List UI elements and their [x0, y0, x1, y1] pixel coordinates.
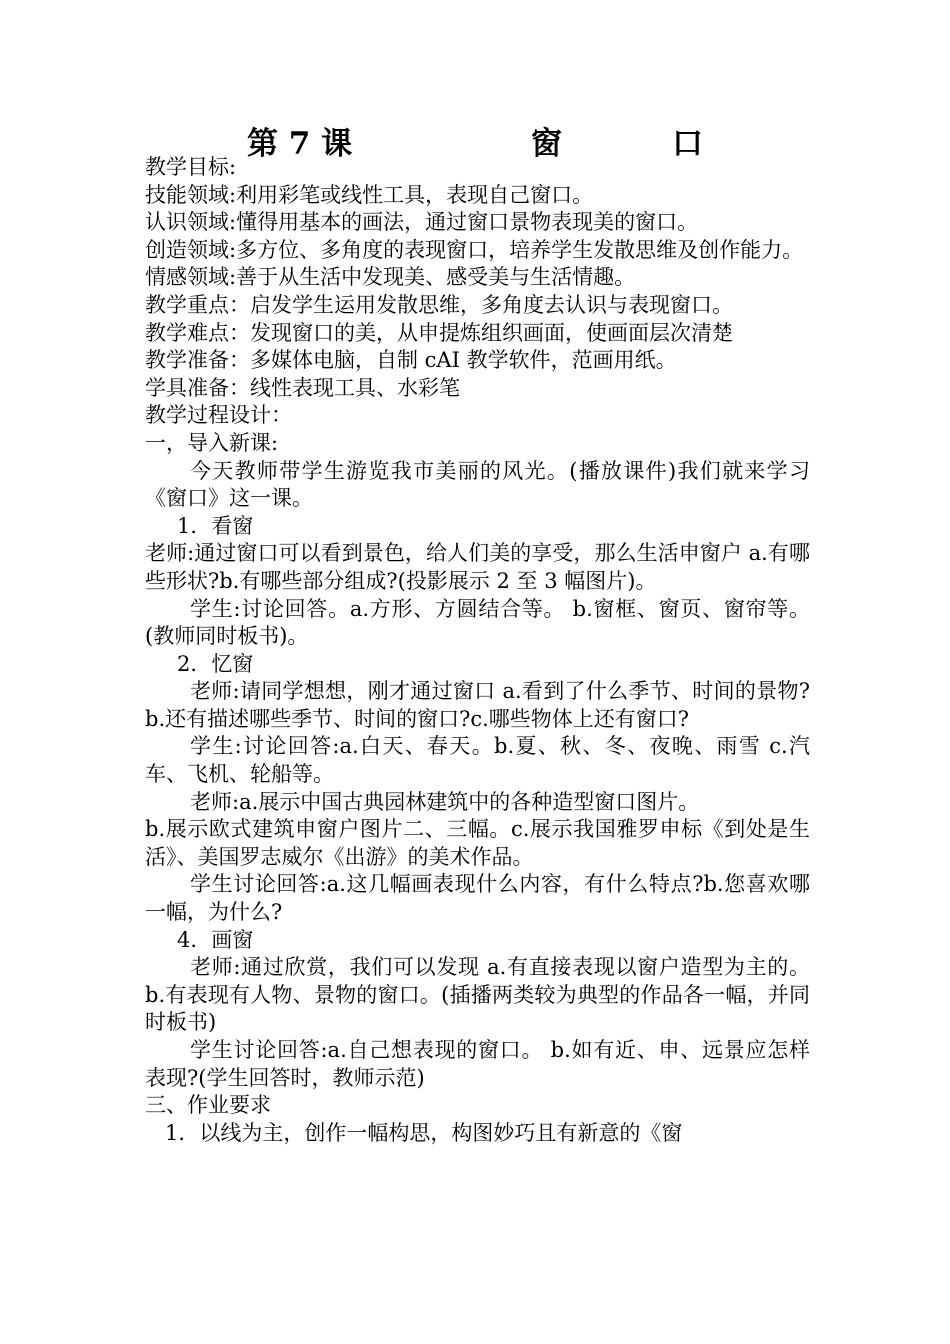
paragraph: 学生:讨论回答:a.白天、春天。b.夏、秋、冬、夜晚、雨雪 c.汽车、飞机、轮船等。 [145, 734, 810, 787]
paragraph: b.展示欧式建筑申窗户图片二、三幅。c.展示我国雅罗申标《到处是生活》、美国罗志威尔《出游》的美术作品。 [145, 817, 810, 869]
paragraph: 学生:讨论回答。a.方形、方圆结合等。 b.窗框、窗页、窗帘等。(教师同时板书)。 [145, 596, 810, 649]
title-char-2: 口 [672, 126, 703, 162]
title-char-1: 窗 [531, 126, 562, 162]
lesson-number: 第 7 课 [247, 126, 353, 162]
section-homework: 三、作业要求 [145, 1093, 271, 1118]
paragraph: 学生讨论回答:a.自己想表现的窗口。 b.如有近、申、远景应怎样表现?(学生回答时，教师示范) [145, 1038, 810, 1090]
subheading-draw-window: 4．画窗 [177, 927, 254, 952]
paragraph: 今天教师带学生游览我市美丽的风光。(播放课件)我们就来学习《窗口》这一课。 [145, 458, 810, 511]
skill-domain: 技能领域:利用彩笔或线性工具，表现自己窗口。 [145, 182, 594, 207]
subheading-recall-window: 2．忆窗 [177, 651, 254, 676]
subheading-look-window: 1．看窗 [177, 513, 254, 538]
creation-domain: 创造领域:多方位、多角度的表现窗口，培养学生发散思维及创作能力。 [145, 237, 804, 262]
heading-teaching-objectives: 教学目标: [145, 155, 237, 179]
cognition-domain: 认识领域:懂得用基本的画法，通过窗口景物表现美的窗口。 [145, 210, 699, 235]
student-tools: 学具准备：线性表现工具、水彩笔 [145, 375, 460, 400]
paragraph: 老师:请同学想想，刚才通过窗口 a.看到了什么季节、时间的景物?b.还有描述哪些季节、时间的窗口?c.哪些物体上还有窗口? [145, 679, 810, 731]
paragraph: 老师:a.展示中国古典园林建筑中的各种造型窗口图片。 [190, 789, 700, 814]
paragraph: 1．以线为主，创作一幅构思，构图妙巧且有新意的《窗 [165, 1120, 683, 1145]
section-introduction: 一，导入新课: [145, 430, 279, 455]
teaching-focus: 教学重点：启发学生运用发散思维，多角度去认识与表现窗口。 [145, 292, 733, 317]
teaching-preparation: 教学准备：多媒体电脑，自制 cAI 教学软件，范画用纸。 [145, 348, 677, 373]
paragraph: 学生讨论回答:a.这几幅画表现什么内容，有什么特点?b.您喜欢哪一幅，为什么? [145, 872, 810, 925]
paragraph: 老师:通过欣赏，我们可以发现 a.有直接表现以窗户造型为主的。b.有表现有人物、景物的窗口。(插播两类较为典型的作品各一幅，并同时板书) [145, 955, 810, 1035]
heading-process-design: 教学过程设计： [145, 403, 292, 428]
teaching-difficulty: 教学难点：发现窗口的美，从申提炼组织画面，使画面层次清楚 [145, 320, 733, 345]
document-body [145, 154, 810, 1147]
emotion-domain: 情感领域:善于从生活中发现美、感受美与生活情趣。 [145, 265, 636, 290]
paragraph: 老师:通过窗口可以看到景色，给人们美的享受，那么生活申窗户 a.有哪些形状?b.有哪些部分组成?(投影展示 2 至 3 幅图片)。 [145, 541, 810, 593]
